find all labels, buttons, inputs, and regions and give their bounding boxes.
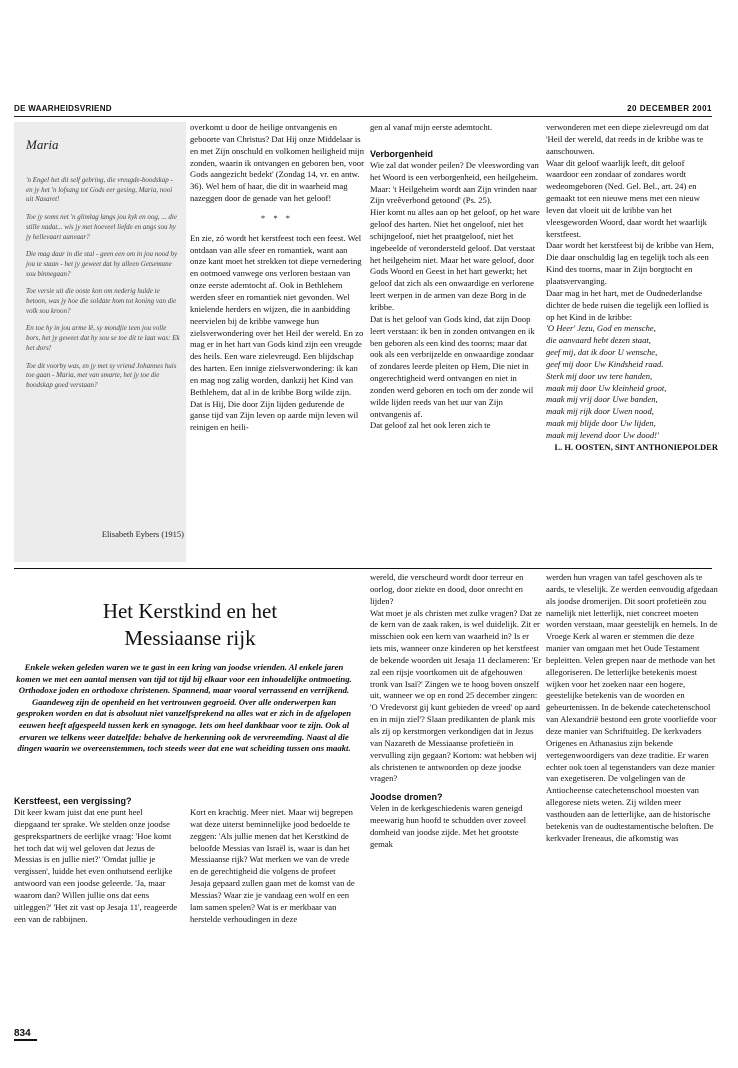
section-rule <box>14 568 712 569</box>
verse-line: maak mij rijk door Uwen nood, <box>546 406 654 417</box>
paragraph: Kort en krachtig. Meer niet. Maar wij begrepen wat deze uiterst beminnelijke jood bedoelde te zeggen: 'Als jullie menen dat het Kerstkind de beloofde Messias van Israël is, waar is dan het Messiaanse rijk? Wat merken we van de vrede en de gerechtigheid die volgens de profeet Jesaja gepaard zullen gaan met de komst van de Messias? Waar zie je vandaag een wolf en een lam samen spelen? Wat is er merkbaar van herstelde verhoudingen in deze <box>190 807 355 924</box>
paragraph: Dat geloof zal het ook leren zich te <box>370 420 491 431</box>
poem-stanza: Toe dit voorby was, en jy met sy vriend Johannes huis toe gaan - Maria, met van smarte, het jy toe die boodskap goed verstaan? <box>26 361 177 389</box>
top-column-4 <box>546 122 718 566</box>
poem-author: Elisabeth Eybers (1915) <box>101 529 184 539</box>
verse-line: 'O Heer' Jezu, God en mensche, <box>546 323 656 334</box>
article-column-1 <box>14 795 180 1027</box>
paragraph: verwonderen met een diepe zielevreugd om dat 'Heil der wereld, dat reeds in de kribbe was te aanschouwen. <box>546 122 709 156</box>
verse-line: Sterk mij door uw tere handen, <box>546 370 653 381</box>
verse-line: maak mij vrij door Uwe banden, <box>546 394 658 405</box>
paragraph: Velen in de kerkgeschiedenis waren geneigd meewarig hun hoofd te schudden over zoveel domheid van joodse zijde. Met het grootste gemak <box>370 803 527 849</box>
paragraph: En zie, zó wordt het kerstfeest toch een feest. Wel ontdaan van alle sfeer en romantiek, want aan onze kant moet het strekken tot diepe vernedering en ootmoed vanwege ons verloren bestaan van onze eerste ademtocht af. Ook in Bethlehem werden sfeer en romantiek niet gevonden. Wel knielende herders en wijzen, die in aanbidding neervielen bij de kribbe vanwege hun zielsverwondering over het Heil der wereld. En zo mag er in het hart van Gods kind zijn een vreugde des heils. Een ware zielevreugd. Een blijdschap des harten. Een innige zielsverwondering: ik kan en mag nog zalig worden, dankzij het Kind van Bethlehem, dat al in de kribbe Borg wilde zijn. Dat is Hij, Die door Zijn lijden gedurende de ganse tijd van Zijn leven op aarde mijn leven wil reinigen en heili- <box>190 232 364 433</box>
section-heading: Verborgenheid <box>370 148 434 159</box>
article-column-3 <box>370 572 542 1032</box>
paragraph: Wie zal dat wonder peilen? De vleeswording van het Woord is een verborgenheid, een heilgeheim. <box>370 159 539 182</box>
paragraph: Dat is het geloof van Gods kind, dat zijn Doop leert verstaan: ik ben in zonden ontvangen en ik ben geboren als een kind des toorns; maar dat ook als een verbrijzelde en onwaardige zondaar of zondares leerde pleiten op Hem, Die niet in ongerechtigheid werd ontvangen en niet in zonden werd geboren en toch om der zonde wil wilde lijden reeds van het uur van Zijn ontvangenis af. <box>370 313 535 419</box>
author-signature: L. H. OOSTEN, SINT ANTHONIEPOLDER <box>554 441 718 452</box>
article-column-2 <box>190 807 358 1029</box>
poem-text <box>26 176 181 399</box>
paragraph: Daar mag in het hart, met de Oudnederlandse dichter de bede ruisen die tegelijk een loflied is op het Kind in de kribbe: <box>546 287 709 322</box>
verse <box>546 323 718 441</box>
publication-name: DE WAARHEIDSVRIEND <box>14 104 112 113</box>
verse-line: maak mij levend door Uw dood!' <box>546 429 659 440</box>
paragraph: wereld, die verscheurd wordt door terreur en oorlog, door ziekte en dood, door onrecht en lijden? Wat moet je als christen met zulke vragen? Dat ze de kern van de zaak raken, is wel duidelijk. Zit er misschien ook een kern van waarheid in? Is er iets mis, wanneer onze kinderen op het kerstfeest de bekende woorden uit Jesaja 11 declameren: 'Er zal een rijsje voortkomen uit de afgehouwen tronk van Isaï?' Zingen we te hoog boven onszelf uit, wanneer we op en rond 25 december zingen: 'O Vredevorst gij kunt gebieden de vreed' op aard en in mijn ziel'? Slaan predikanten de plank mis als zij op kerstmorgen verkondigen dat in Jezus van Nazareth de Messiaanse profetieën in vervulling zijn gegaan? Kortom: wat hebben wij als christenen te antwoorden op deze joodse vragen? <box>370 572 542 784</box>
section-heading: Joodse dromen? <box>370 792 443 803</box>
article-column-4 <box>546 572 718 1032</box>
article-title <box>40 598 340 652</box>
poem-title: Maria <box>26 137 59 152</box>
article-title-line: Messiaanse rijk <box>124 626 256 650</box>
top-column-2 <box>190 122 364 562</box>
page-number: 834 <box>14 1028 37 1041</box>
poem-stanza: Toe versie uit die ooste kon om nederig hulde te betoon, was jy hoe die soldate hom tot koning van die volk sou kroon? <box>26 287 177 315</box>
paragraph: Daar wordt het kerstfeest bij de kribbe van Hem, Die daar onschuldig lag en tegelijk toch als een Kind des toorns, maar in Zijn borgtocht en plaatsvervanging. <box>546 240 714 286</box>
issue-date: 20 DECEMBER 2001 <box>627 104 712 113</box>
paragraph: gen al vanaf mijn eerste ademtocht. <box>370 122 493 132</box>
paragraph: Waar dit geloof waarlijk leeft, dit geloof waardoor een zondaar of zondares wordt wedeomgeboren (Ned. Gel. Bel., art. 24) en gemaakt tot een nieuwe mens met een nieuw leven dat vloeit uit de kribbe van het vleesgeworden Woord, daar wordt het waarlijk kerstfeest. <box>546 157 707 239</box>
poem-stanza: En toe hy in jou arme lê, sy mondjie teen jou volle bors, het jy geweet dat hy sou se toe dit te laat was: Ek het dors! <box>26 324 180 352</box>
section-divider: * * * <box>260 212 294 223</box>
verse-line: maak mij blijde door Uw lijden, <box>546 418 656 429</box>
poem-stanza: 'n Engel het dit self gebring, die vreugde-boodskap - en jy het 'n lofsang tot Gods eer gesing, Maria, nooi uit Nasaret! <box>26 176 173 204</box>
paragraph: Maar: 't Heilgeheim wordt aan Zijn vrinden naar Zijn vreêverbond getoond' (Ps. 25). <box>370 183 537 206</box>
paragraph: Dit keer kwam juist dat ene punt heel diepgaand ter sprake. We stelden onze joodse gesprekspartners de eerlijke vraag: 'Hoe komt het toch dat wij wel geloven dat Jezus de Messias is en jullie niet?' 'Omdat jullie je vergissen', luidde het even onthutsend eerlijke antwoord van een joodse geleerde. 'Ja, maar waarom dan? Willen jullie ons dat eens uitleggen?' 'Het zit vast op Jesaja 11', reageerde een van de rabbijnen. <box>14 807 178 924</box>
article-title-line: Het Kerstkind en het <box>102 599 278 623</box>
top-column-3 <box>370 122 540 562</box>
paragraph: overkomt u door de heilige ontvangenis en geboorte van Christus? Dat Hij onze Middelaar is en met Zijn onschuld en volkomen heiligheid mijn zonden, waarin ik ontvangen en geboren ben, voor Gods aangezicht bedekt' (Zondag 14, vr. en antw. 36). Wel hem of haar, die dit in waarheid mag nazeggen door de genade van het geloof! <box>190 122 364 204</box>
paragraph: werden hun vragen van tafel geschoven als te aards, te vleselijk. Ze werden eenvoudig afgedaan als joodse dromerijen. Dit soort profetieën zou namelijk niet letterlijk, niet concreet moeten worden verstaan, maar geestelijk en hemels. In de Vroege Kerk al waren er stemmen die deze manier van omgaan met het Oude Testament bepleitten. Velen grepen naar de methode van het allegoriseren. De letterlijke betekenis moest wijken voor het zoeken naar een hogere, geestelijke betekenis van de woorden en gebeurtenissen. In de bekende catechetenschool van Alexandrië bestond een grote voorliefde voor deze manier van Schriftuitleg. De kerkvaders Origenes en Athanasius zijn bekende vertegenwoordigers van deze traditie. Er waren echter ook toen al tegenstanders van deze manier van exegetiseren. De volgelingen van de Antiocheense catechetenschool moesten van allegorese niets weten. Zij wilden meer vasthouden aan de letterlijke, aan de historische betekenis van de oudtestamentische beloften. De kerkvader Ireneaus, die afkomstig was <box>546 572 718 843</box>
paragraph: Hier komt nu alles aan op het geloof, op het ware geloof des harten. Niet het ongeloof, niet het schijngeloof, niet het praatgeloof, niet het ingebeelde of verondersteld geloof. Dat verstaat het heilgeheim niet. Maar het ware geloof, door Gods Woord en Geest in het hart gewerkt; het geloof dat zich als een onwaardige en verlorene leert werpen in de armen van deze Borg in de kribbe. <box>370 207 540 312</box>
verse-line: geef mij door Uw Kindsheid raad. <box>546 358 664 369</box>
poem-stanza: Toe jy soms net 'n glimlag langs jou kyk en oog, ... die stille nadat... wis jy met hoeveel liefde en angs sou hy jy hellevaart aanvaar? <box>26 213 177 241</box>
article-intro: Enkele weken geleden waren we te gast in een kring van joodse vrienden. Al enkele jaren komen we met een aantal mensen van tijd tot tijd bij elkaar voor een inhoudelijke ontmoeting. Orthodoxe joden en orthodoxe christenen. Spannend, maar vooral verrassend en verrijkend. Gaandeweg zijn de openheid en het vertrouwen gegroeid. Over alle onderwerpen kan gesproken worden en dat is absoluut niet vanzelfsprekend na alles wat er zich in de afgelopen eeuwen heeft afgespeeld tussen kerk en synagoge. Iets om heel dankbaar voor te zijn. Ook al ervaren we telkens weer datzelfde: behalve de herkenning ook de vervreemding. Naast al die dingen waarin we overeenstemmen, toch steeds weer dat ene wat scheiding tussen ons maakt. <box>16 662 352 754</box>
section-heading: Kerstfeest, een vergissing? <box>14 796 132 806</box>
verse-line: geef mij, dat ik door U wensche, <box>546 347 658 358</box>
verse-line: die aanvaard hebt dezen staat, <box>546 335 651 346</box>
poem-stanza: Die mag daar in die stal - geen een om in jou nood by jou te staan - het jy geweet dat hy alleen Getsemane sou binnegaan? <box>26 250 178 278</box>
header-rule <box>14 116 712 117</box>
verse-line: maak mij door Uw kleinheid groot, <box>546 382 667 393</box>
